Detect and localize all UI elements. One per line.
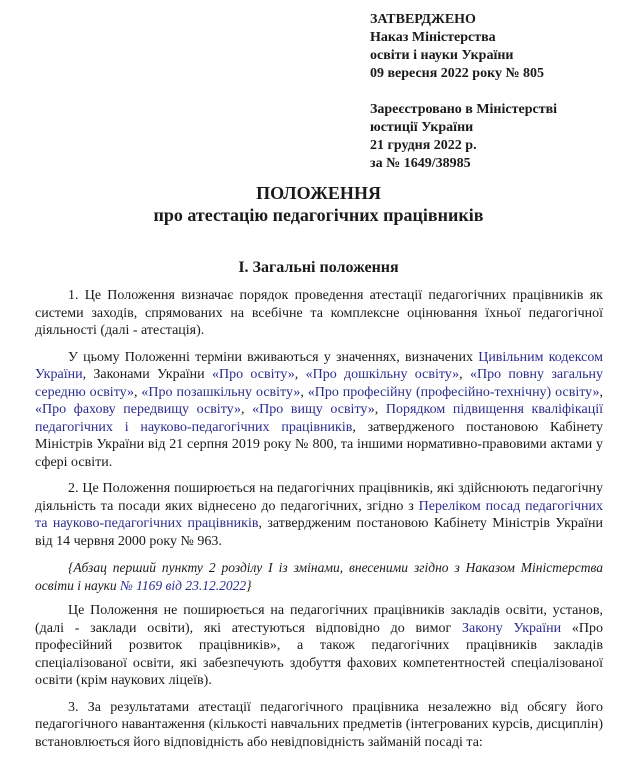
- registration-line: Зареєстровано в Міністерстві: [370, 102, 558, 117]
- text: «Про професійний розвиток працівників», а також педагогічних працівників закладів спеціалізованої освіти, які забезпечують здобуття фахових компетентностей спеціалізованої освіти (крім наукових ліцеїв).: [35, 620, 603, 688]
- section-heading: I. Загальні положення: [238, 259, 399, 276]
- link-civil-code[interactable]: Цивільним кодексом України: [35, 349, 603, 382]
- registration-line: 21 грудня 2022 р.: [370, 138, 477, 153]
- text: , Законами України: [82, 367, 212, 382]
- text: ,: [374, 402, 386, 417]
- link-law-prehigher[interactable]: «Про фахову передвищу освіту»: [35, 402, 241, 417]
- title-main: ПОЛОЖЕННЯ: [256, 183, 381, 203]
- registration-line: юстиції України: [370, 120, 474, 135]
- text: ,: [133, 384, 142, 400]
- link-order-1169[interactable]: № 1169 від 23.12.2022: [120, 577, 247, 593]
- text: , затвердженого постановою Кабінету Міністрів України від 21 серпня 2019 року № 800, та іншими нормативно-правовими актами у сфері освіти.: [35, 419, 603, 470]
- approval-line: Наказ Міністерства: [370, 30, 496, 45]
- text: {Абзац перший пункту 2 розділу I із змінами, внесеними згідно з Наказом Міністерства освіти і науки: [35, 560, 603, 593]
- registration-line: за № 1649/38985: [370, 156, 471, 171]
- link-law-extracurricular[interactable]: «Про позашкільну освіту»: [141, 384, 301, 400]
- document-title: [0, 182, 637, 226]
- link-positions-list[interactable]: Переліком посад педагогічних та науково-педагогічних працівників: [35, 498, 603, 531]
- approval-stamp: [370, 11, 557, 173]
- text: ,: [294, 367, 306, 382]
- spacer: [370, 83, 557, 101]
- text: Це Положення не поширюється на педагогічних працівників закладів освіти, установ, (далі - заклади освіти), які атестуються відповідно до вимог: [35, 603, 603, 636]
- approval-line: освіти і науки України: [370, 48, 514, 63]
- paragraph-exclusions: [35, 602, 603, 690]
- approval-line: 09 вересня 2022 року № 805: [370, 66, 545, 81]
- paragraph-3: 3. За результатами атестації педагогічного працівника незалежно від обсягу його педагогічного навантаження (кількості навчальних предметів (інтегрованих курсів, дисциплін) встановлюється його відповідність або невідповідність займаній посаді та:: [35, 699, 603, 750]
- link-law-secondary[interactable]: «Про повну загальну середню освіту»: [35, 367, 604, 400]
- text: 2. Це Положення поширюється на педагогічних працівників, які здійснюють педагогічну діяльність та посади яких віднесено до педагогічних, згідно з: [35, 481, 603, 514]
- link-qualification-procedure[interactable]: Порядком підвищення кваліфікації педагогічних і науково-педагогічних працівників: [35, 402, 604, 435]
- link-law-education[interactable]: «Про освіту»: [211, 367, 295, 382]
- document-body: [35, 287, 603, 760]
- text: }: [246, 577, 252, 593]
- paragraph-terms: [35, 349, 603, 472]
- text: ,: [300, 384, 308, 400]
- link-law-higher[interactable]: «Про вищу освіту»: [252, 402, 375, 417]
- paragraph-2: [35, 480, 603, 550]
- link-law-preschool[interactable]: «Про дошкільну освіту»: [305, 367, 460, 382]
- link-law-vocational[interactable]: «Про професійну (професійно-технічну) освіту»: [307, 384, 600, 400]
- text: У цьому Положенні терміни вживаються у значеннях, визначених: [68, 349, 479, 365]
- text: ,: [459, 367, 470, 382]
- text: , затвердженим постановою Кабінету Міністрів України від 14 червня 2000 року № 963.: [35, 516, 603, 549]
- link-law-ukraine[interactable]: Закону України: [461, 620, 562, 636]
- title-sub: про атестацію педагогічних працівників: [153, 205, 484, 225]
- paragraph-1: 1. Це Положення визначає порядок проведення атестації педагогічних працівників як системи заходів, спрямованих на всебічне та комплексне оцінювання їхньої педагогічної діяльності (далі - атестація).: [35, 288, 603, 338]
- text: ,: [599, 384, 604, 400]
- approval-line: ЗАТВЕРДЖЕНО: [370, 12, 476, 27]
- amendment-note: [35, 559, 603, 594]
- text: ,: [240, 402, 253, 417]
